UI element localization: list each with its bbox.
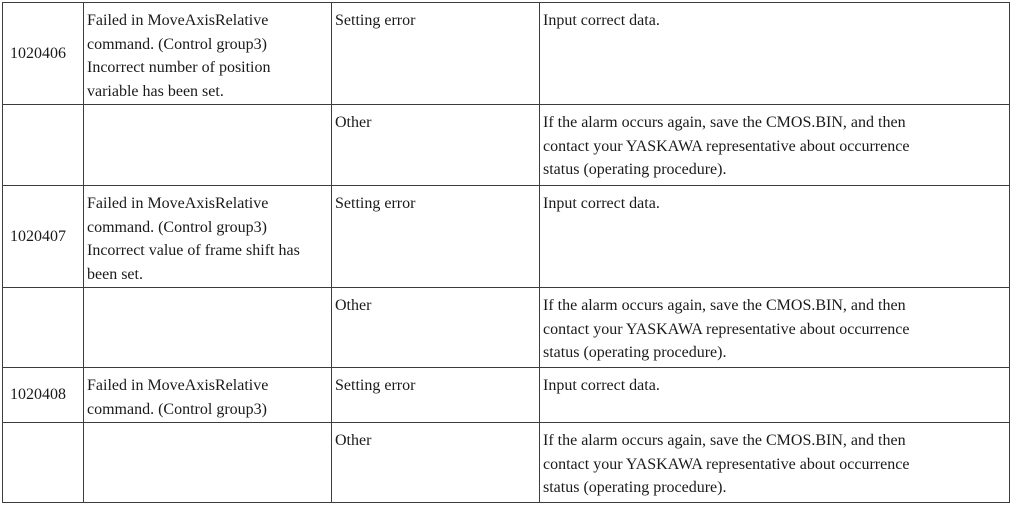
action-line: If the alarm occurs again, save the CMOS.BIN, and then [543, 114, 906, 131]
description-line: variable has been set. [87, 82, 224, 100]
description-line: Failed in MoveAxisRelative [87, 377, 269, 394]
description-line: Failed in MoveAxisRelative [87, 195, 269, 212]
description-line: Incorrect value of frame shift has [87, 242, 300, 259]
alarm-action [540, 3, 1010, 105]
alarm-description [84, 3, 332, 105]
action-line: status (operating procedure). [543, 161, 727, 178]
action-line: Input correct data. [543, 377, 660, 394]
table-row [3, 105, 1010, 186]
alarm-table [2, 2, 1010, 503]
description-line: command. (Control group3) [87, 400, 267, 418]
alarm-code: 1020407 [3, 186, 84, 288]
description-line: command. (Control group3) [87, 218, 267, 236]
alarm-description [84, 368, 332, 423]
alarm-cause: Other [332, 423, 540, 503]
action-line: If the alarm occurs again, save the CMOS.BIN, and then [543, 297, 906, 314]
action-line: Input correct data. [543, 12, 660, 29]
alarm-action [540, 186, 1010, 288]
action-line: If the alarm occurs again, save the CMOS.BIN, and then [543, 432, 906, 449]
alarm-cause: Setting error [332, 3, 540, 105]
alarm-action [540, 423, 1010, 503]
alarm-code [3, 105, 84, 186]
description-line: command. (Control group3) [87, 35, 267, 53]
action-line: status (operating procedure). [543, 479, 727, 496]
alarm-cause: Other [332, 288, 540, 368]
action-line: Input correct data. [543, 195, 660, 212]
table-row [3, 288, 1010, 368]
alarm-description [84, 186, 332, 288]
alarm-cause: Setting error [332, 368, 540, 423]
description-line: been set. [87, 265, 143, 283]
action-line: status (operating procedure). [543, 344, 727, 361]
alarm-code [3, 423, 84, 503]
alarm-description [84, 423, 332, 503]
table-row [3, 3, 1010, 105]
action-line: contact your YASKAWA representative about occurrence [543, 320, 910, 338]
alarm-action [540, 288, 1010, 368]
alarm-action [540, 105, 1010, 186]
alarm-cause: Other [332, 105, 540, 186]
action-line: contact your YASKAWA representative about occurrence [543, 455, 910, 473]
table-row [3, 186, 1010, 288]
alarm-cause: Setting error [332, 186, 540, 288]
alarm-action [540, 368, 1010, 423]
description-line: Failed in MoveAxisRelative [87, 12, 269, 29]
alarm-description [84, 105, 332, 186]
action-line: contact your YASKAWA representative about occurrence [543, 137, 910, 155]
alarm-code: 1020406 [3, 3, 84, 105]
alarm-description [84, 288, 332, 368]
description-line: Incorrect number of position [87, 59, 271, 76]
table-row [3, 423, 1010, 503]
alarm-code [3, 288, 84, 368]
alarm-code: 1020408 [3, 368, 84, 423]
table-row [3, 368, 1010, 423]
